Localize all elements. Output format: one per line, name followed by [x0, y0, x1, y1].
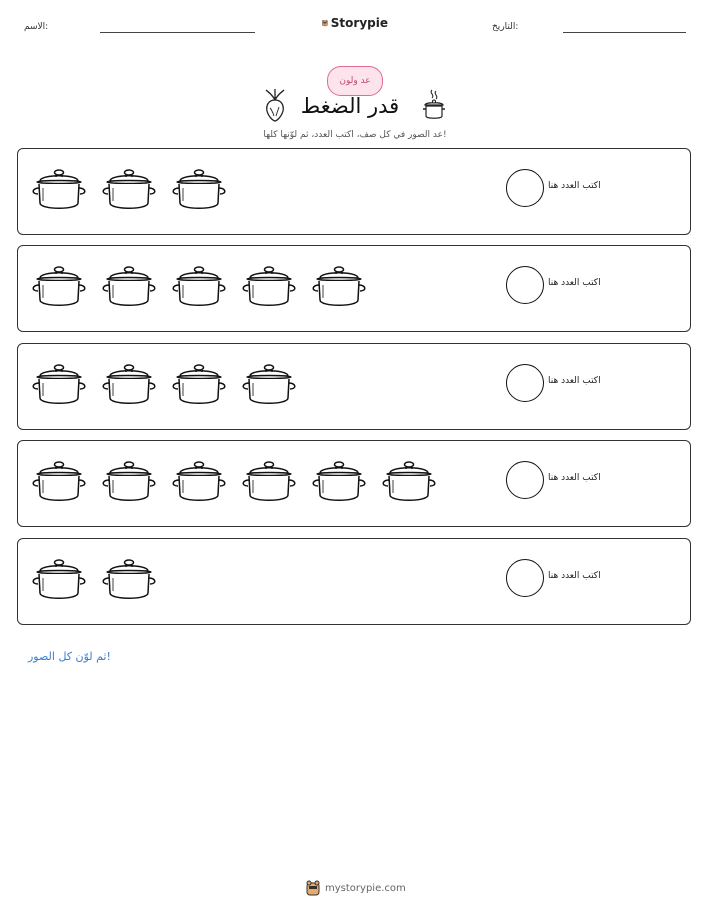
pot-group [28, 161, 230, 217]
color-instruction: ثم لوّن كل الصور! [28, 650, 111, 663]
pot-group [28, 551, 160, 607]
brand-name: Storypie [330, 16, 388, 30]
cooking-pot-icon [28, 453, 90, 509]
cooking-pot-icon [98, 258, 160, 314]
cooking-pot-icon [28, 161, 90, 217]
counting-row [17, 440, 691, 527]
cooking-pot-icon [168, 453, 230, 509]
write-number-label: اكتب العدد هنا [548, 473, 601, 483]
instructions: عد الصور في كل صف، اكتب العدد، ثم لوّنها كلها! [263, 130, 447, 140]
steaming-pot-icon [420, 88, 448, 122]
cooking-pot-icon [168, 356, 230, 412]
answer-circle[interactable] [506, 364, 544, 402]
write-number-label: اكتب العدد هنا [548, 181, 601, 191]
write-number-label: اكتب العدد هنا [548, 571, 601, 581]
write-number-label: اكتب العدد هنا [548, 278, 601, 288]
site-url: mystorypie.com [325, 882, 406, 894]
pot-group [28, 453, 440, 509]
name-field-line[interactable] [100, 32, 255, 33]
cooking-pot-icon [168, 258, 230, 314]
cooking-pot-icon [238, 356, 300, 412]
cooking-pot-icon [28, 551, 90, 607]
cooking-pot-icon [98, 551, 160, 607]
write-number-label: اكتب العدد هنا [548, 376, 601, 386]
pot-group [28, 258, 370, 314]
cooking-pot-icon [168, 161, 230, 217]
answer-circle[interactable] [506, 559, 544, 597]
counting-row [17, 245, 691, 332]
counting-row [17, 343, 691, 430]
counting-row [17, 538, 691, 625]
cooking-pot-icon [28, 258, 90, 314]
storypie-logo-icon [306, 880, 320, 896]
page-title: قدر الضغط [300, 94, 400, 118]
cooking-pot-icon [28, 356, 90, 412]
date-label: التاريخ: [492, 22, 519, 32]
pot-group [28, 356, 300, 412]
cooking-pot-icon [308, 258, 370, 314]
answer-circle[interactable] [506, 169, 544, 207]
cooking-pot-icon [308, 453, 370, 509]
answer-circle[interactable] [506, 461, 544, 499]
brand-logo [322, 12, 388, 34]
date-field-line[interactable] [563, 32, 686, 33]
site-footer [306, 880, 406, 896]
counting-row [17, 148, 691, 235]
cooking-pot-icon [98, 453, 160, 509]
turnip-icon [262, 88, 288, 122]
cooking-pot-icon [98, 356, 160, 412]
count-and-color-badge: عد ولون [327, 66, 383, 96]
storypie-logo-icon [322, 15, 328, 31]
answer-circle[interactable] [506, 266, 544, 304]
cooking-pot-icon [378, 453, 440, 509]
cooking-pot-icon [98, 161, 160, 217]
name-label: الاسم: [24, 22, 49, 32]
cooking-pot-icon [238, 258, 300, 314]
cooking-pot-icon [238, 453, 300, 509]
